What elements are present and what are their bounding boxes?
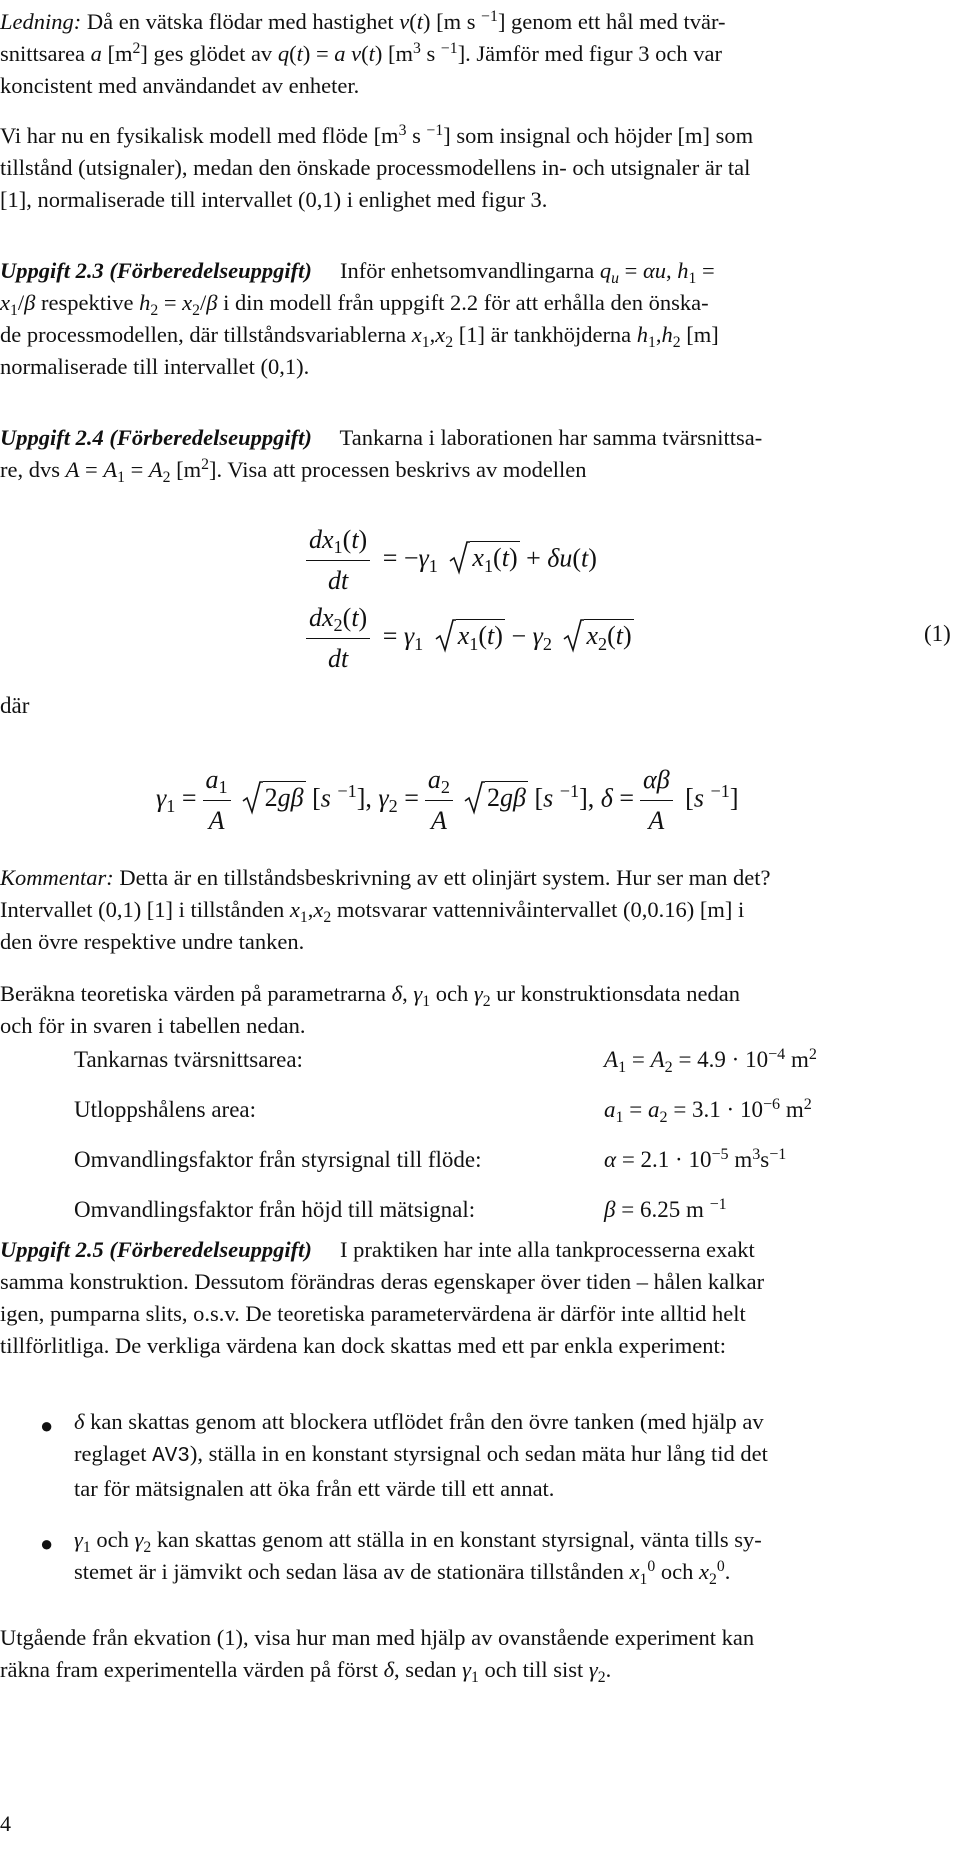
bullet-item-gamma: $\gamma_1$ och $\gamma_2$ kan skattas genom att ställa in en konstant styrsignal, vänta tills sy- stemet är i jämvikt och sedan läsa av de stationära tillstånden $x_1^0$ och $x_2^0$. <box>74 1527 762 1588</box>
table-value: $a_1 = a_2 = 3.1 \cdot 10^{-6}$ $m^2$ <box>604 1095 812 1126</box>
equation-number: (1) <box>924 621 951 646</box>
comment-label: Kommentar: <box>0 865 114 890</box>
table-value: $A_1 = A_2 = 4.9 \cdot 10^{-4}$ $m^2$ <box>604 1045 817 1076</box>
table-label: Omvandlingsfaktor från höjd till mätsignal: <box>74 1197 476 1222</box>
dar-label: där <box>0 693 30 718</box>
page-number: 4 <box>0 1811 11 1836</box>
bullet-item-delta: δ kan skattas genom att blockera utflödet från den övre tanken (med hjälp av reglaget AV3), ställa in en konstant styrsignal och sedan mäta hur lång tid det tar för mätsignalen att öka från ett värde till ett annat. <box>74 1409 768 1501</box>
bullet-icon: ● <box>40 1413 54 1438</box>
bullet-icon: ● <box>40 1531 54 1556</box>
task-2-4: Uppgift 2.4 (Förberedelseuppgift) Tankarna i laborationen har samma tvärsnittsa- re, dvs $A = A_1 = A_2$ $[m^2]$. Visa att processen beskrivs av modellen <box>0 425 763 486</box>
table-value: β = 6.25 m $^{-1}$ <box>604 1195 727 1222</box>
table-label: Utloppshålens area: <box>74 1097 257 1122</box>
hint-label: Ledning: <box>0 9 82 34</box>
model-paragraph: Vi har nu en fysikalisk modell med flöde [$m^3$ s $^{-1}$] som insignal och höjder [m] som tillstånd (utsignaler), medan den önskade processmodellens in- och utsignaler är tal [1], normaliserade till intervallet (0,1) i enlighet med figur 3. <box>0 122 754 212</box>
table-value: $\alpha = 2.1 \cdot 10^{-5}$ $m^3s^{-1}$ <box>604 1145 787 1172</box>
comment-paragraph: Kommentar: Detta är en tillståndsbeskrivning av ett olinjärt system. Hur ser man det? Intervallet (0,1) [1] i tillstånden $x_1,x_2$ motsvarar vattennivåintervallet (0,0.16) [m] i den övre respektive undre tanken. <box>0 865 771 954</box>
task-2-5: Uppgift 2.5 (Förberedelseuppgift) I praktiken har inte alla tankprocesserna exakt samma konstruktion. Dessutom förändras deras egenskaper över tiden – hålen kalkar igen, pumparna slits, o.s.v. De teoretiska parametervärdena är därför inte alltid helt tillförlitliga. De verkliga värdena kan dock skattas med ett par enkla experiment: <box>0 1237 765 1358</box>
hint-paragraph: Ledning: Då en vätska flödar med hastighet v(t) [m s $^{-1}$] genom ett hål med tvär- snittsarea a $[m^2]$ ges glödet av q(t) = a v(t) [$m^3$ s $^{-1}$]. Jämför med figur 3 och var koncistent med användandet av enheter. <box>0 8 726 98</box>
table-label: Omvandlingsfaktor från styrsignal till flöde: <box>74 1147 482 1172</box>
final-paragraph: Utgående från ekvation (1), visa hur man med hjälp av ovanstående experiment kan räkna fram experimentella värden på först δ, sedan $\gamma_1$ och till sist $\gamma_2$. <box>0 1625 755 1686</box>
equation-dx1: $\frac{dx_1(t)}{dt}$ = $-\gamma_1$ $x_1(t) + \delta u(t)$ <box>300 520 597 601</box>
table-label: Tankarnas tvärsnittsarea: <box>74 1047 303 1072</box>
compute-paragraph: Beräkna teoretiska värden på parametrarna δ, $\gamma_1$ och $\gamma_2$ ur konstruktionsdata nedan och för in svaren i tabellen nedan. <box>0 981 740 1038</box>
parameter-definitions: $\gamma_1$ = $\frac{a_1}{A}$ 2gβ [s $^{-1}$], $\gamma_2$ = $\frac{a_2}{A}$ 2gβ [s $^{-1}$], δ = $\frac{\alpha\beta}{A}$ [s $^{-1}$] <box>156 760 738 841</box>
equation-dx2: $\frac{dx_2(t)}{dt}$ = $\gamma_1$ $x_1(t) - \gamma_2$ $x_2(t)$ <box>300 598 634 679</box>
task-2-3: Uppgift 2.3 (Förberedelseuppgift) Inför enhetsomvandlingarna $q_u = \alpha u$, $h_1$ = $x_1/\beta$ respektive $h_2 = x_2/\beta$ i din modell från uppgift 2.2 för att erhålla den önska- de processmodellen, där tillståndsvariablerna $x_1,x_2$ [1] är tankhöjderna $h_1,h_2$ [m] normaliserade till intervallet (0,1). <box>0 258 719 379</box>
